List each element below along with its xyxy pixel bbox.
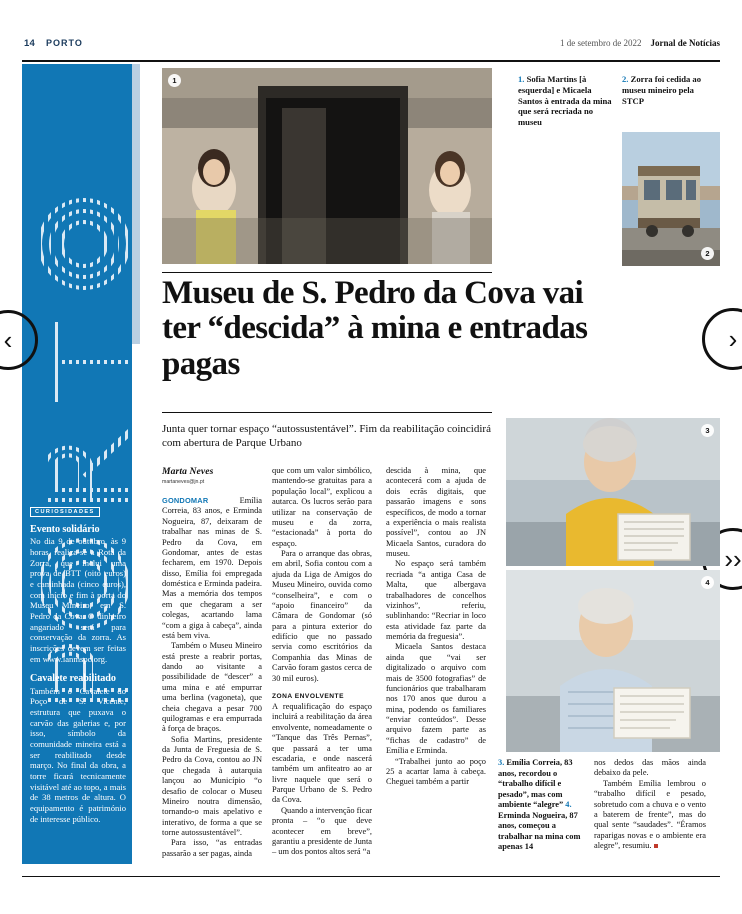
caption-text-1: Sofia Martins [à esquerda] e Micaela Santos à entrada da mina que será recriada no museu bbox=[518, 74, 612, 128]
caption-photo-2 bbox=[622, 74, 718, 106]
paragraph: Para o arranque das obras, em abril, Sofia contou com a ajuda da Liga de Amigos do Museu Mineiro, ouvida como “conselheira”, e com o “apoio financeiro” da Câmara de Gondomar (só para a pintura exterior do edifício que no passado servia como escritórios da Companhia das Minas de Carvão foram gastos cerca de 30 mil euros). bbox=[272, 549, 372, 683]
right-arrow-circle-2: ›› bbox=[702, 528, 742, 590]
paragraph bbox=[594, 779, 706, 852]
caption-photos-3-4 bbox=[498, 758, 586, 853]
paragraph: que com um valor simbólico, mantendo-se gratuitas para a população local”, explicou a autarca. Os lucros serão para utilizar na conservação de museu e da zorra, “estacionada” à porta do espaço. bbox=[272, 466, 372, 548]
body-column-5 bbox=[594, 758, 706, 868]
sidebar-item-text-0: No dia 9 de outubro, às 9 horas, realiza-se a Rota da Zorra, que inclui uma prova de BTT (oito euros) e caminhada (cinco euros), com início e fim à porta do Museu Mineiro, em S. Pedro da Cova. O dinheiro angariado será para conservação da zorra. As inscrições devem ser feitas em www.lanmspc.org. bbox=[30, 536, 126, 664]
right-arrow-circle-1: › bbox=[702, 308, 742, 370]
sidebar-item-text-1: Também o Cavalete do Poço de S. Vicente, estrutura que puxava o carvão das galerias e, por isso, símbolo da comunidade mineira está a ser reabilitado desde março. No final da obra, a torre ficará tecnicamente visitável até ao topo, a mais de 38 metros de altura. O equipamento é património de interesse público. bbox=[30, 685, 126, 824]
byline bbox=[162, 466, 262, 485]
paragraph: Quando a intervenção ficar pronta – “o que deve acontecer em breve”, garantiu a presidente de Junta – um dos pontos altos será “a bbox=[272, 805, 372, 857]
body-column-2 bbox=[272, 466, 372, 868]
caption-photo-1 bbox=[518, 74, 614, 128]
publication-name: Jornal de Notícias bbox=[650, 38, 720, 48]
photo-erminda-nogueira bbox=[506, 570, 720, 752]
end-mark bbox=[654, 844, 658, 848]
paragraph: descida à mina, que acontecerá com a ajuda de dois ecrãs digitais, que passarão imagens e sons específicos, de modo a tornar a experiência o mais realista possível”, contou ao JN Micaela Santos, curadora do museu. bbox=[386, 466, 486, 558]
section-name: PORTO bbox=[46, 38, 83, 48]
paragraph: Para isso, “as entradas passarão a ser pagas, ainda bbox=[162, 838, 262, 858]
photo-number-4: 4 bbox=[701, 576, 714, 589]
top-rule bbox=[22, 60, 720, 62]
paragraph: Também o Museu Mineiro está preste a reabrir portas, dando ao visitante a possibilidade de “descer” a uma mina e até empurrar uma berlina (vagoneta), que cheia chegava a pesar 700 quilogramas e era empurrada à força de braços. bbox=[162, 641, 262, 734]
photo-number-3: 3 bbox=[701, 424, 714, 437]
photo-sofia-micaela-mine-entrance bbox=[162, 68, 492, 264]
paragraph: “Trabalhei junto ao poço 25 a acartar lama à cabeça. Cheguei também a partir bbox=[386, 756, 486, 787]
paragraph-text: Também Emília lembrou o “trabalho difícil e pesado, sobretudo com a chuva e o vento a baterem de frente”, mas do qual sente “saudades”. “Éramos raparigas novas e o ambiente era alegre”, resumiu. bbox=[594, 778, 706, 850]
dateline: GONDOMAR bbox=[162, 496, 209, 505]
photo-zorra-tram bbox=[622, 132, 720, 266]
photo-number-2: 2 bbox=[701, 247, 714, 260]
publication-date: 1 de setembro de 2022 bbox=[560, 38, 642, 48]
body-column-3 bbox=[386, 466, 486, 868]
paragraph: Micaela Santos destaca ainda que “vai ser digitalizado o arquivo com mais de 3500 fotografias” de funcionários que trabalharam nos 170 anos que durou a mina, podendo os familiares “enviar conteúdos”. Desse arquivo fazem parte as “fichas de cadastro” de Emília e Erminda. bbox=[386, 642, 486, 756]
byline-author: Marta Neves bbox=[162, 466, 214, 477]
paragraph: Sofia Martins, presidente da Junta de Freguesia de S. Pedro da Cova, contou ao JN que chegada à autarquia lançou ao Município “o desafio de colocar o Museu Mineiro noutra dimensão, tornando-o mais apelativo e interativo, de forma a que se torne autossustentável”. bbox=[162, 734, 262, 837]
standfirst-rule bbox=[162, 412, 492, 413]
body-column-1 bbox=[162, 496, 262, 868]
running-head-right bbox=[560, 38, 720, 48]
byline-email: martaneves@jn.pt bbox=[162, 478, 205, 485]
paragraph: nos dedos das mãos ainda debaixo da pele. bbox=[594, 758, 706, 778]
sidebar-tag: CURIOSIDADES bbox=[30, 507, 100, 518]
standfirst: Junta quer tornar espaço “autossustentável”. Fim da reabilitação coincidirá com abertura de Parque Urbano bbox=[162, 423, 491, 450]
sidebar-curiosidades bbox=[30, 500, 126, 833]
sidebar-item-title-1: Cavalete reabilitado bbox=[30, 673, 116, 685]
caption-text-4: Erminda Nogueira, 87 anos, começou a trabalhar na mina com apenas 14 bbox=[498, 810, 581, 851]
paragraph-text: Emília Correia, 83 anos, e Erminda Nogueira, 87, deixaram de trabalhar nas minas de S. Pedro da Cova, em Gondomar, antes de estas fecharem, em 1970. Depois disso, Emília foi empregada doméstica e Erminda padeira. Mas a memória dos tempos em que chegaram a ser colegas, acartando lama “com a giga à cabeça”, ainda está bem viva. bbox=[162, 496, 262, 640]
photo-number-1: 1 bbox=[168, 74, 181, 87]
headline-rule bbox=[162, 272, 492, 273]
paragraph: No espaço será também recriada “a antiga Casa de Malta, que albergava trabalhadores de concelhos vizinhos”, referiu, sublinhando: “Recriar in loco esta atividade faz parte da memória da freguesia”. bbox=[386, 559, 486, 641]
photo-emilia-correia bbox=[506, 418, 720, 566]
paragraph: A requalificação do espaço incluirá a reabilitação da área envolvente, nomeadamente o “Tanque das Três Pernas”, que passará a ter uma escadaria, e onde nascerá também um anfiteatro ao ar livre naquele que será o Parque Urbano de S. Pedro da Cova. bbox=[272, 702, 372, 805]
page-folio: 14 bbox=[24, 38, 35, 49]
caption-index-4: 4. bbox=[565, 800, 572, 809]
masthead-accent-bar bbox=[132, 64, 140, 344]
bottom-rule bbox=[22, 876, 720, 877]
caption-index-3: 3. bbox=[498, 758, 505, 767]
left-arrow-circle: ‹ bbox=[0, 310, 38, 370]
caption-text-3: Emília Correia, 83 anos, recordou o “trabalho difícil e pesado”, mas com ambiente “alegre” bbox=[498, 758, 573, 809]
page-title: Museu de S. Pedro da Cova vai ter “descida” à mina e entradas pagas bbox=[162, 275, 588, 382]
paragraph bbox=[162, 496, 262, 641]
sidebar-item-title-0: Evento solidário bbox=[30, 524, 100, 535]
caption-text-2: Zorra foi cedida ao museu mineiro pela STCP bbox=[622, 74, 702, 106]
running-head bbox=[0, 38, 742, 56]
subsection-heading: ZONA ENVOLVENTE bbox=[272, 692, 344, 700]
caption-index-2: 2. bbox=[622, 74, 629, 84]
caption-index-1: 1. bbox=[518, 74, 525, 84]
